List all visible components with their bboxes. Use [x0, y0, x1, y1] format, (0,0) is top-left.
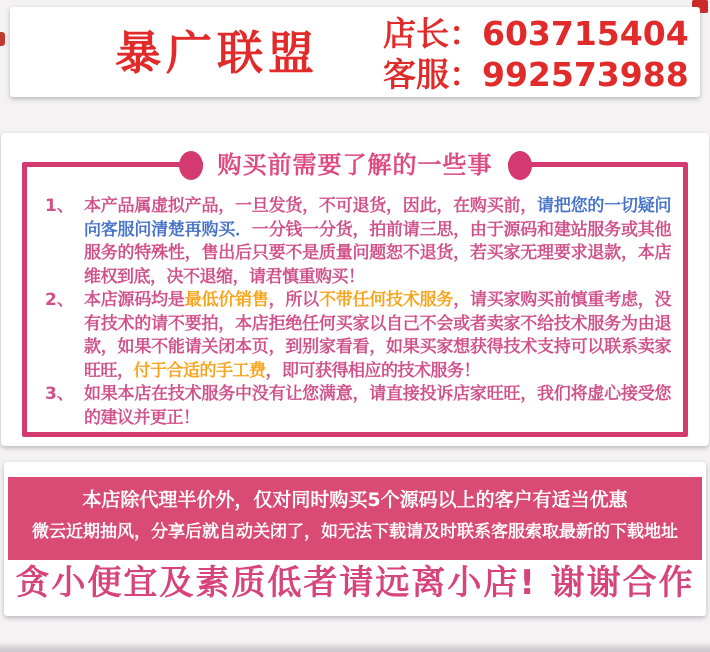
notice-item-3 — [45, 383, 671, 430]
item-3-text — [84, 383, 671, 430]
text-segment-orange: 最低价销售 — [184, 290, 269, 310]
notice-item-1 — [45, 195, 671, 289]
item-2-text — [84, 289, 671, 383]
owner-qq-number: 603715404 — [482, 14, 689, 53]
item-2-number: 2、 — [45, 290, 74, 310]
text-segment-pink: 如果本店在技术服务中没有让您满意，请直接投诉店家旺旺，我们将虚心接受您的建议并更正！ — [84, 384, 671, 428]
service-qq-number: 992573988 — [482, 55, 689, 94]
text-segment-orange: 不带任何技术服务 — [318, 290, 454, 310]
text-segment-pink: ，请买家购买前慎重考虑，没有技术的请不要拍，本店拒绝任何买家以自己不会或者卖家不给技术服务为由退款，如果不能请关闭本页，到别家看看，如果买家想获得技术支持可以联系卖家旺旺， — [84, 290, 672, 381]
text-segment-orange: 付于合适的手工费 — [133, 360, 266, 381]
contact-line-owner — [383, 13, 689, 54]
notice-title-row — [1, 147, 709, 183]
text-segment-pink: 一分钱一分货，拍前请三思，由于源码和建站服务或其他服务的特殊性，售出后只要不是质量问题恕不退货，若买家无理要求退款，本店维权到底，决不退缩，请君慎重购买！ — [84, 219, 672, 287]
item-1-text — [84, 195, 671, 289]
title-dot-right-icon — [508, 151, 532, 180]
text-segment-pink: ，即可获得相应的技术服务！ — [265, 360, 480, 381]
header-card — [10, 7, 700, 97]
item-1-number: 1、 — [45, 196, 74, 216]
promo-card — [4, 462, 706, 616]
item-3-number: 3、 — [45, 384, 74, 404]
notice-body — [45, 195, 671, 430]
bottom-shadow-strip — [0, 642, 710, 652]
text-segment-blue: 请把您的一切疑问向客服问清楚再购买． — [84, 196, 672, 240]
store-warning: 贪小便宜及素质低者请远离小店! 谢谢合作 — [15, 563, 695, 603]
text-segment-pink: ，所以 — [268, 290, 319, 310]
promo-download-line: 微云近期抽风，分享后就自动关闭了，如无法下载请及时联系客服索取最新的下载地址 — [32, 522, 678, 542]
text-segment-pink: 本产品属虚拟产品，一旦发货，不可退货，因此，在购买前， — [84, 196, 538, 216]
title-dot-left-icon — [179, 151, 203, 180]
owner-label: 店长： — [383, 14, 482, 53]
notice-card — [1, 133, 709, 446]
promo-discount-line: 本店除代理半价外，仅对同时购买5个源码以上的客户有适当优惠 — [82, 489, 628, 511]
stamp-mark-left — [0, 32, 5, 46]
service-label: 客服： — [383, 55, 482, 94]
contact-line-service — [383, 54, 689, 95]
notice-title: 购买前需要了解的一些事 — [203, 147, 508, 183]
store-brand: 暴广联盟 — [115, 26, 319, 80]
notice-item-2 — [45, 289, 671, 383]
promo-banner — [8, 477, 702, 560]
contact-block — [383, 13, 689, 95]
text-segment-pink: 本店源码均是 — [84, 290, 185, 310]
